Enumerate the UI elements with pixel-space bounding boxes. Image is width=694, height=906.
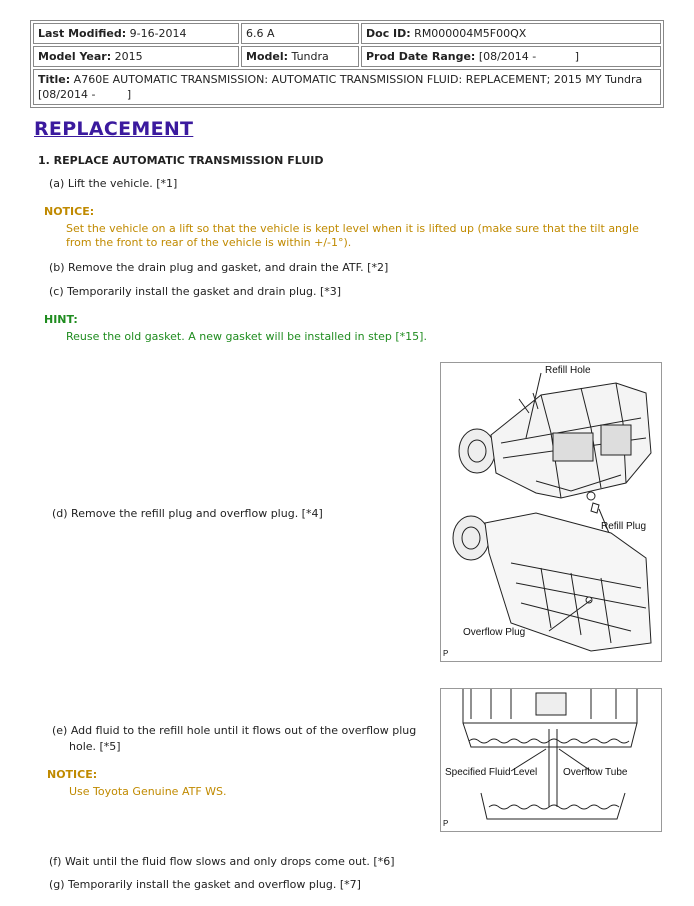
step-title: 1. REPLACE AUTOMATIC TRANSMISSION FLUID — [38, 154, 324, 167]
transmission-illustration — [441, 363, 661, 661]
hint-label: HINT: — [44, 313, 78, 326]
step-c: (c) Temporarily install the gasket and drain plug. [*3] — [49, 285, 342, 298]
step-b: (b) Remove the drain plug and gasket, and drain the ATF. [*2] — [49, 261, 389, 274]
model-cell: Model: Tundra — [241, 46, 359, 67]
title-cell: Title: A760E AUTOMATIC TRANSMISSION: AUTOMATIC TRANSMISSION FLUID: REPLACEMENT; 2015 MY Tundra [08/2014 - ] — [33, 69, 661, 105]
step-f: (f) Wait until the fluid flow slows and only drops come out. [*6] — [49, 855, 395, 868]
section-heading: REPLACEMENT — [34, 118, 194, 140]
step-a: (a) Lift the vehicle. [*1] — [49, 177, 178, 190]
figure-corner-mark: P — [443, 649, 449, 658]
step-d: (d) Remove the refill plug and overflow plug. [*4] — [52, 507, 323, 520]
overflow-tube-label: Overflow Tube — [563, 767, 628, 778]
refill-plug-label: Refill Plug — [601, 521, 647, 532]
notice2-text: Use Toyota Genuine ATF WS. — [69, 785, 227, 798]
notice2-label: NOTICE: — [47, 768, 98, 781]
engine-cell: 6.6 A — [241, 23, 359, 44]
doc-id-cell: Doc ID: RM000004M5F00QX — [361, 23, 661, 44]
specified-fluid-level-label: Specified Fluid Level — [445, 767, 538, 778]
notice-label: NOTICE: — [44, 205, 95, 218]
last-modified-cell: Last Modified: 9-16-2014 — [33, 23, 239, 44]
fluid-level-figure — [440, 688, 662, 832]
notice-text-line1: Set the vehicle on a lift so that the vehicle is kept level when it is lifted up (make sure that the tilt angle — [66, 222, 639, 235]
prod-range-cell: Prod Date Range: [08/2014 - ] — [361, 46, 661, 67]
step-e-line1: (e) Add fluid to the refill hole until it flows out of the overflow plug — [52, 724, 417, 737]
model-year-cell: Model Year: 2015 — [33, 46, 239, 67]
step-g: (g) Temporarily install the gasket and overflow plug. [*7] — [49, 878, 361, 891]
notice-text-line2: from the front to rear of the vehicle is within +/-1°). — [66, 236, 352, 249]
refill-hole-label: Refill Hole — [545, 365, 591, 376]
transmission-plugs-figure — [440, 362, 662, 662]
hint-text: Reuse the old gasket. A new gasket will be installed in step [*15]. — [66, 330, 427, 343]
figure2-corner-mark: P — [443, 819, 449, 828]
step-e-line2: hole. [*5] — [69, 740, 121, 753]
document-header-table — [30, 20, 664, 108]
fluid-level-illustration — [441, 689, 661, 831]
overflow-plug-label: Overflow Plug — [463, 627, 526, 638]
